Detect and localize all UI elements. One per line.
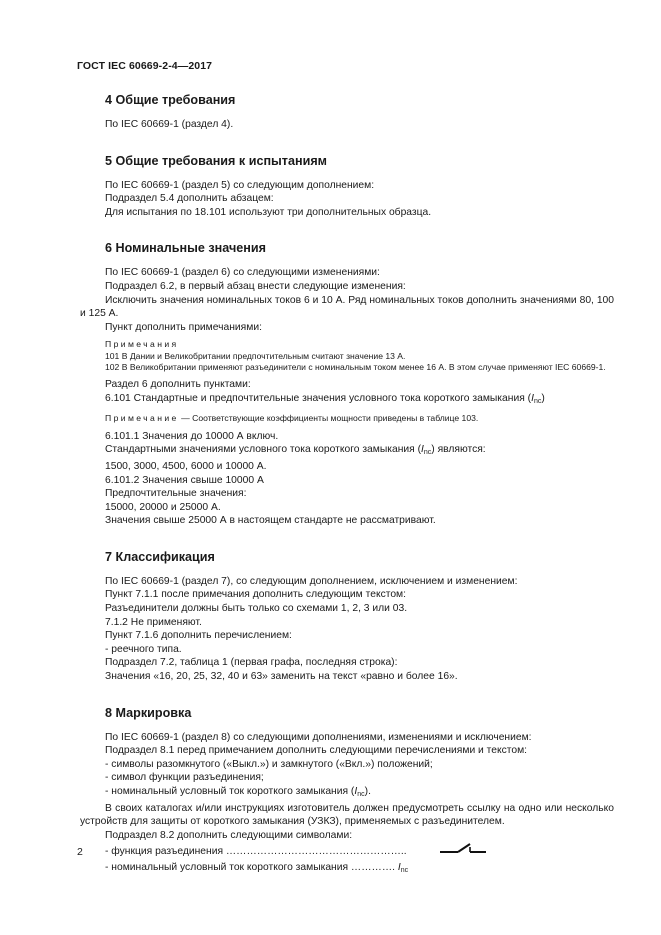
paragraph: 6.101.1 Значения до 10000 А включ. [105,430,279,442]
section-5-heading: 5 Общие требования к испытаниям [105,153,327,168]
section-6-heading: 6 Номинальные значения [105,241,266,256]
paragraph: По IEC 60669-1 (раздел 5) со следующим дополнением: [105,179,375,191]
section-8-heading: 8 Маркировка [105,705,192,720]
section-7-heading: 7 Классификация [105,549,215,564]
paragraph-isolation-symbol: - функция разъединения …………………………………………….. [80,842,614,861]
document-body [80,92,614,878]
paragraph: Стандартными значениями условного тока короткого замыкания $(I_{nc})$ являются: [105,444,486,457]
paragraph: Значения свыше 25000 А в настоящем стандарте не рассматривают. [105,515,436,527]
paragraph: По IEC 60669-1 (раздел 7), со следующим дополнением, исключением и изменением: [105,575,518,587]
paragraph: Подраздел 8.1 перед примечанием дополнить следующими перечислениями и текстом: [105,745,528,757]
isolation-switch-icon [415,842,486,861]
paragraph: 15000, 20000 и 25000 А. [105,501,221,513]
paragraph: - реечного типа. [105,643,182,655]
paragraph: Пункт 7.1.6 дополнить перечислением: [105,630,292,642]
section-4-heading: 4 Общие требования [105,93,236,107]
paragraph: По IEC 60669-1 (раздел 6) со следующими изменениями: [105,267,380,279]
paragraph: По IEC 60669-1 (раздел 4). [105,119,234,130]
notes-label: Примечания [105,339,179,350]
paragraph: Подраздел 6.2, в первый абзац внести следующие изменения: [105,280,406,292]
paragraph: Подраздел 5.4 дополнить абзацем: [105,193,274,205]
paragraph: По IEC 60669-1 (раздел 8) со следующими дополнениями, изменениями и исключением: [105,731,532,743]
paragraph: Исключить значения номинальных токов 6 и 10 А. Ряд номинальных токов дополнить значениями 80, 100 и 125 А. [80,294,614,320]
paragraph: Раздел 6 дополнить пунктами: [105,379,251,391]
paragraph: - символ функции разъединения; [105,772,264,784]
paragraph: - номинальный условный ток короткого замыкания $(I_{nc})$. [105,786,371,798]
paragraph: Предпочтительные значения: [105,488,247,500]
paragraph: Подраздел 8.2 дополнить следующими символами: [105,829,353,841]
paragraph: В своих каталогах и/или инструкциях изготовитель должен предусмотреть ссылку на одно или несколько устройств для защиты от короткого замыкания (УЗКЗ), применяемых с разъединителем. [80,802,614,828]
paragraph: 6.101.2 Значения свыше 10000 А [105,474,264,486]
paragraph: 1500, 3000, 4500, 6000 и 10000 А. [105,460,267,472]
paragraph: Значения «16, 20, 25, 32, 40 и 63» заменить на текст «равно и более 16». [105,671,458,683]
paragraph: - символы разомкнутого («Выкл.») и замкнутого («Вкл.») положений; [105,758,433,770]
note-101: 101 В Дании и Великобритании предпочтительным считают значение 13 А. [105,350,406,361]
page-number: 2 [77,846,83,858]
paragraph-inc-symbol: - номинальный условный ток короткого замыкания …………. $I_{nc}$ [105,861,409,874]
note-102: 102 В Великобритании применяют разъединители с номинальным током менее 16 А. В этом случае применяют IEC 60669-1. [105,361,606,372]
paragraph-6-101: 6.101 Стандартные и предпочтительные значения условного тока короткого замыкания $(I_{nc})$ [105,392,545,405]
paragraph: Подраздел 7.2, таблица 1 (первая графа, последняя строка): [105,657,398,669]
paragraph: Разъединители должны быть только со схемами 1, 2, 3 или 03. [105,603,408,615]
paragraph: Пункт дополнить примечаниями: [105,321,262,333]
paragraph: 7.1.2 Не применяют. [105,616,202,628]
document-header: ГОСТ IEC 60669-2-4—2017 [77,60,213,72]
paragraph: Пункт 7.1.1 после примечания дополнить следующим текстом: [105,589,406,601]
note-coefficients: Примечание — Соответствующие коэффициенты мощности приведены в таблице 103. [105,413,479,424]
paragraph: Для испытания по 18.101 используют три дополнительных образца. [105,206,432,218]
